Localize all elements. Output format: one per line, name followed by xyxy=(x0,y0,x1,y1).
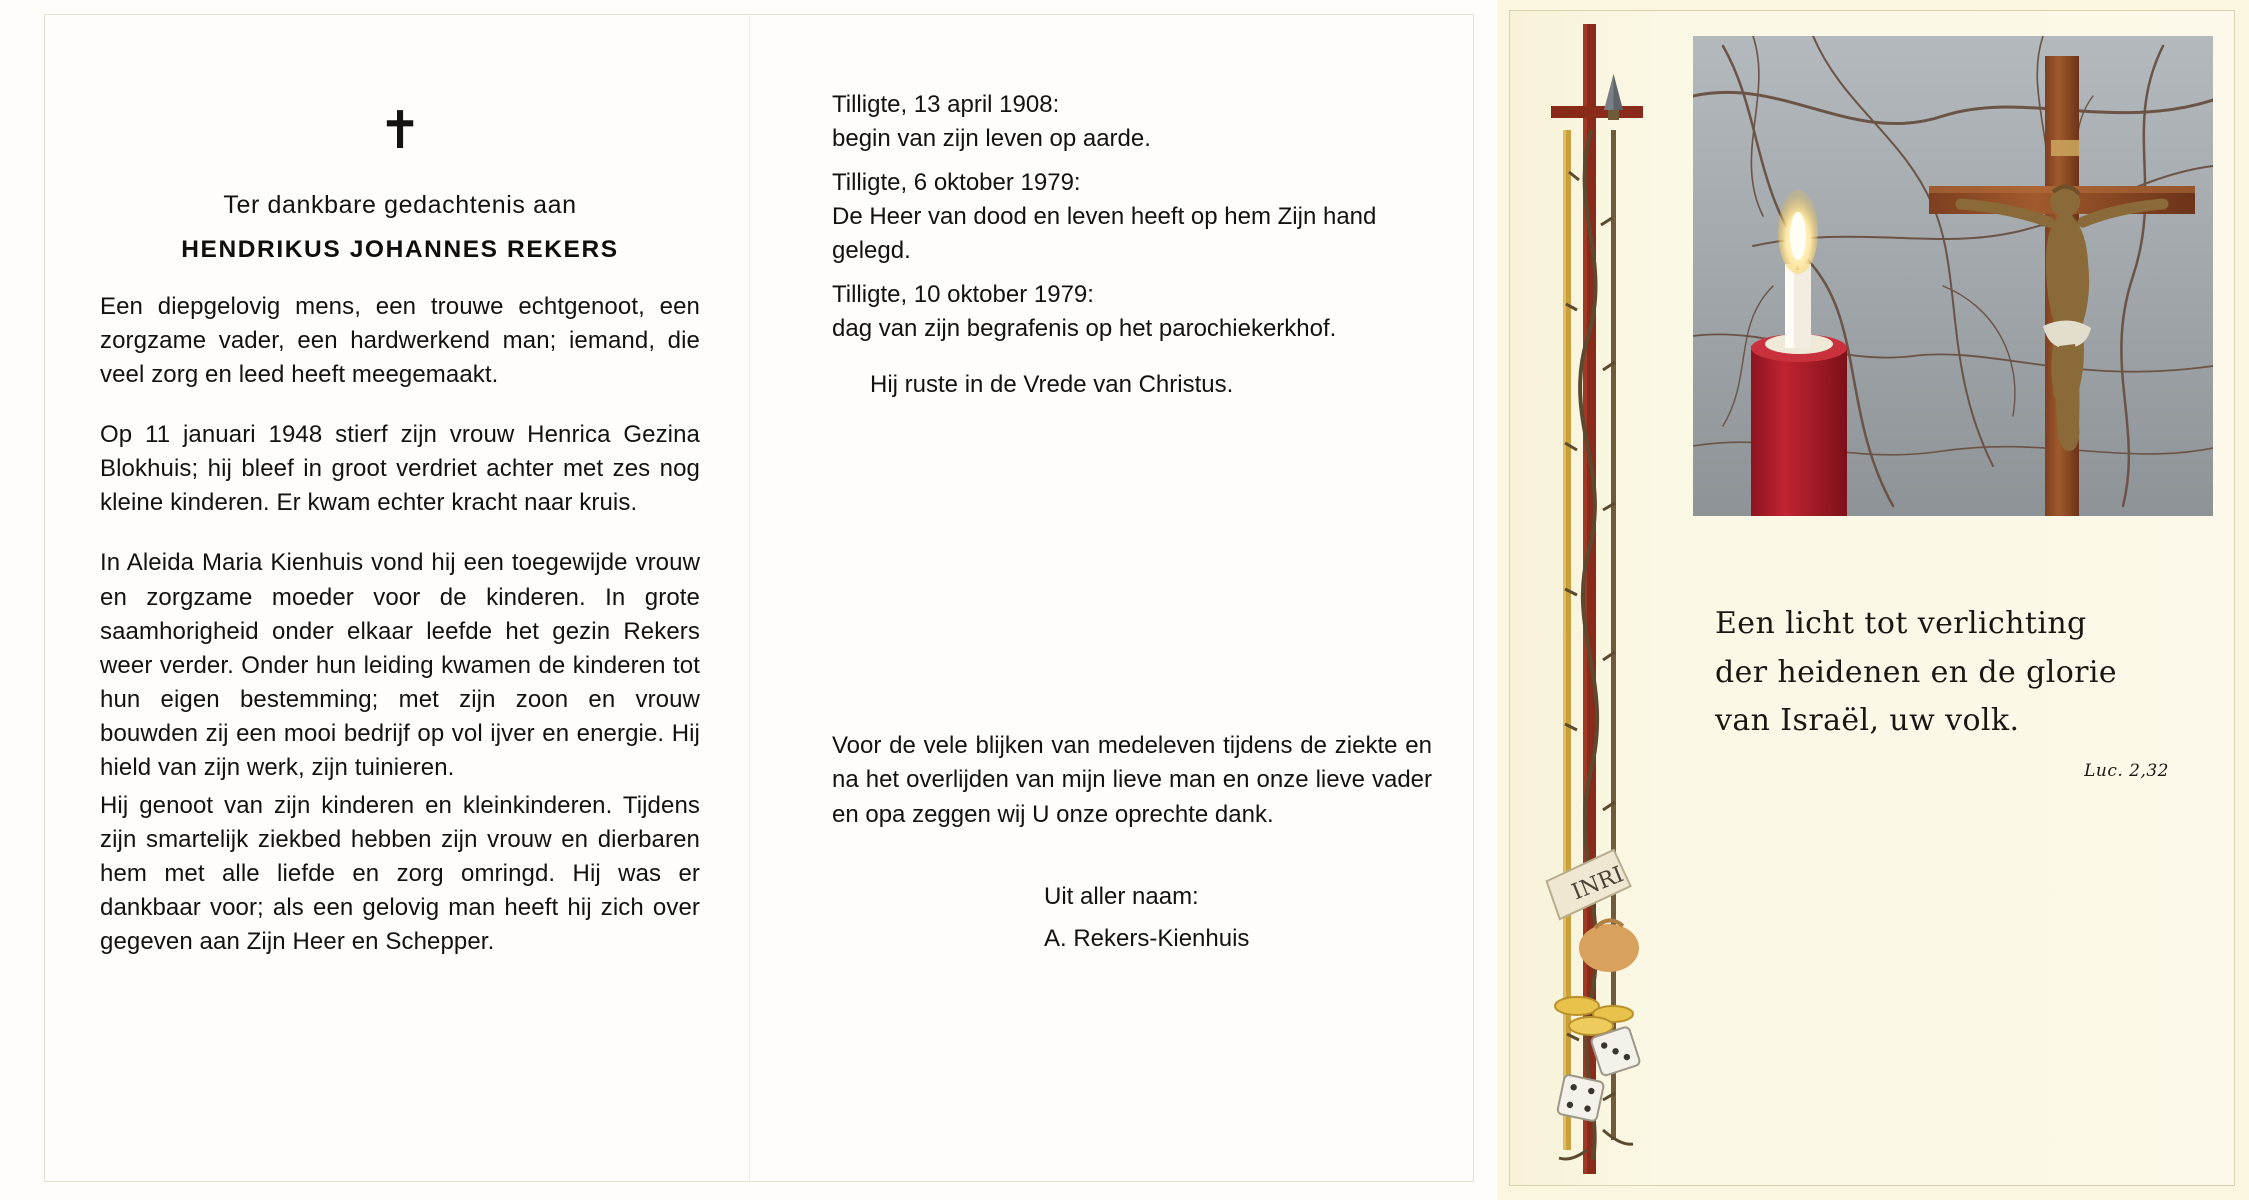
date-list xyxy=(832,88,1432,347)
rest-in-peace-line: Hij ruste in de Vrede van Christus. xyxy=(870,370,1234,398)
cross-icon: ✝ xyxy=(378,101,422,161)
dedication-text: Ter dankbare gedachtenis aan xyxy=(223,191,577,219)
fold-line xyxy=(749,14,750,1182)
paragraph-4: Hij genoot van zijn kinderen en kleinkinderen. Tijdens zijn smartelijk ziekbed hebben zijn vrouw en dierbaren hem met alle liefde en zorg omringd. Hij was er dankbaar voor; als een gelovig man heeft hij zich over gegeven aan Zijn Heer en Schepper. xyxy=(100,792,700,956)
date-place: Tilligte, 13 april 1908: xyxy=(832,91,1060,118)
date-detail: begin van zijn leven op aarde. xyxy=(832,125,1151,153)
date-block xyxy=(832,88,1432,156)
verse-reference: Luc. 2,32 xyxy=(2084,760,2169,781)
passion-symbols-decoration xyxy=(1517,10,1667,1186)
deceased-name: HENDRIKUS JOHANNES REKERS xyxy=(181,236,619,263)
date-place: Tilligte, 6 oktober 1979: xyxy=(832,169,1081,197)
thanks-paragraph: Voor de vele blijken van medeleven tijdens de ziekte en na het overlijden van mijn lieve man en onze lieve vader en opa zeggen wij U onze oprechte dank. xyxy=(832,731,1432,829)
front-cover xyxy=(1497,0,2249,1200)
svg-text:INRI: INRI xyxy=(1568,862,1628,906)
signoff-label: Uit aller naam: xyxy=(1044,882,1199,910)
verse-line-3: van Israël, uw volk. xyxy=(1715,703,2020,739)
cover-photograph xyxy=(1693,36,2213,516)
date-detail: dag van zijn begrafenis op het parochiekerkhof. xyxy=(832,315,1337,343)
inner-left-column xyxy=(100,0,700,959)
signoff-name: A. Rekers-Kienhuis xyxy=(1044,924,1250,952)
date-block xyxy=(832,166,1432,268)
verse-line-1: Een licht tot verlichting xyxy=(1715,606,2087,641)
paragraph-1: Een diepgelovig mens, een trouwe echtgenoot, een zorgzame vader, een hardwerkend man; iemand, die veel zorg en leed heeft meegemaakt. xyxy=(100,293,700,389)
paragraph-2: Op 11 januari 1948 stierf zijn vrouw Henrica Gezina Blokhuis; hij bleef in groot verdriet achter met zes nog kleine kinderen. Er kwam echter kracht naar kruis. xyxy=(100,421,700,517)
date-place: Tilligte, 10 oktober 1979: xyxy=(832,281,1094,309)
date-block xyxy=(832,278,1432,346)
inner-right-column xyxy=(832,0,1432,957)
cover-verse xyxy=(1715,600,2195,785)
date-detail: De Heer van dood en leven heeft op hem Zijn hand gelegd. xyxy=(832,203,1377,265)
paragraph-3: In Aleida Maria Kienhuis vond hij een toegewijde vrouw en zorgzame moeder voor de kinderen. In grote saamhorigheid onder elkaar leefde het gezin Rekers weer verder. Onder hun leiding kwamen de kinderen tot hun eigen bestemming; met zijn zoon en vrouw bouwden zij een mooi bedrijf op vol ijver en energie. Hij hield van zijn werk, zijn tuinieren. xyxy=(100,549,700,781)
verse-line-2: der heidenen en de glorie xyxy=(1715,654,2118,690)
signoff xyxy=(832,879,1432,957)
